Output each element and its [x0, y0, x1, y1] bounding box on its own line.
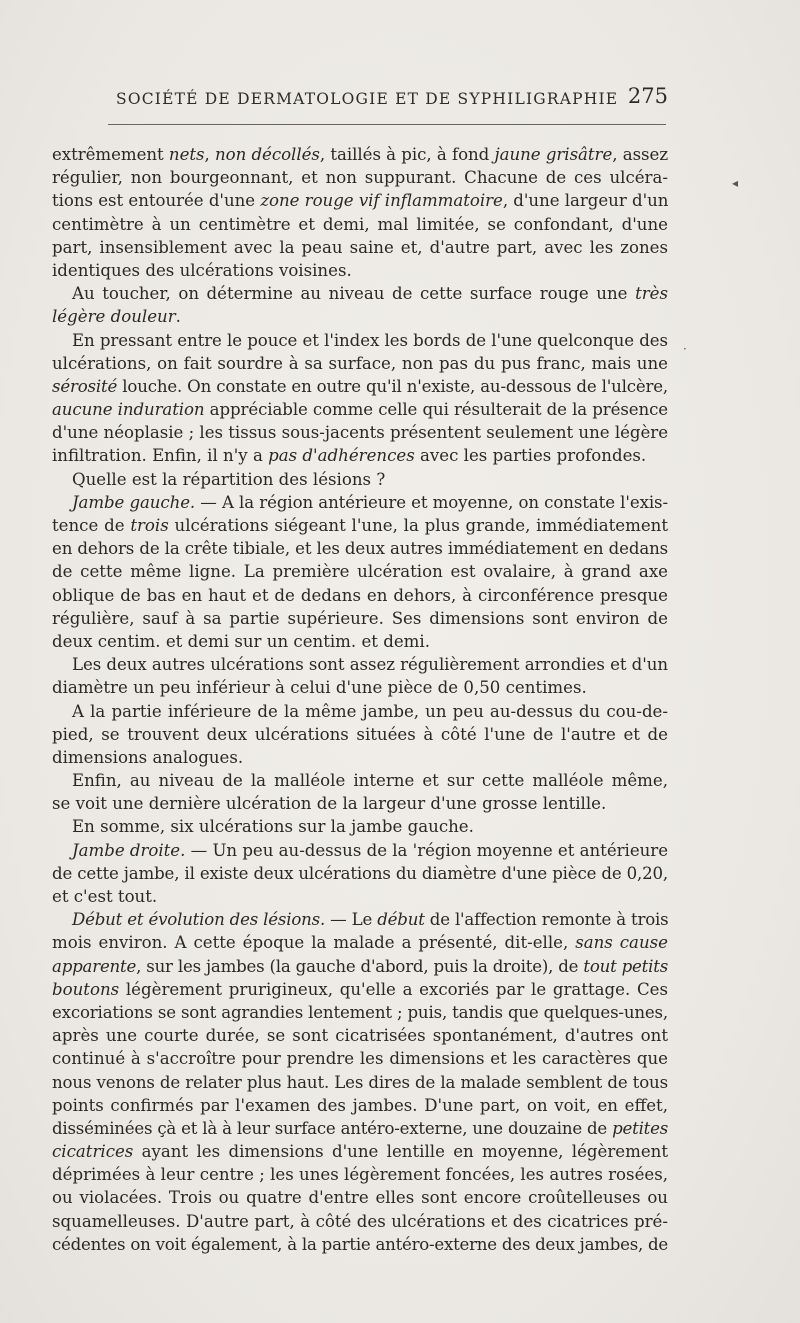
- text-line: [52, 514, 668, 537]
- text-line: [52, 769, 668, 792]
- text-line: [52, 1047, 668, 1070]
- text-segment: Enfin, au niveau de la malléole interne et sur cette malléole même,: [72, 771, 668, 791]
- text-segment: ulcérations siégeant l'une, la plus grande, immédiatement: [168, 516, 669, 535]
- text-line: [52, 213, 668, 236]
- text-segment: disséminées çà et là à leur surface antéro-externe, une douzaine de: [52, 1118, 613, 1138]
- text-line: [52, 1233, 668, 1256]
- text-line: [52, 978, 668, 1001]
- text-line: [52, 1094, 668, 1117]
- italic-segment: très: [635, 284, 668, 304]
- text-segment: — A la région antérieure et moyenne, on constate l'exis-: [195, 492, 668, 512]
- text-segment: de l'affection remonte à trois: [424, 910, 669, 930]
- text-line: [52, 329, 668, 352]
- body-text: [52, 143, 668, 1256]
- text-line: [52, 630, 668, 653]
- text-segment: A la partie inférieure de la même jambe, un peu au-dessus du cou-de-: [72, 701, 668, 721]
- text-segment: extrêmement: [52, 145, 169, 164]
- text-line: [52, 885, 668, 908]
- italic-segment: boutons: [52, 979, 120, 999]
- header-rule: [108, 124, 666, 125]
- text-segment: nous venons de relater plus haut. Les dires de la malade semblent de tous: [52, 1072, 668, 1092]
- text-segment: , sur les jambes (la gauche d'abord, puis la droite), de: [136, 956, 584, 976]
- text-segment: infiltration. Enfin, il n'y a: [52, 446, 269, 466]
- text-segment: — Un peu au-dessus de la 'région moyenne et antérieure: [185, 840, 668, 860]
- text-line: [52, 1163, 668, 1186]
- text-line: [52, 862, 668, 885]
- text-line: [52, 236, 668, 259]
- italic-segment: Début et évolution des lésions.: [72, 910, 326, 930]
- italic-segment: apparente: [52, 956, 137, 976]
- text-segment: de cette jambe, il existe deux ulcérations du diamètre d'une pièce de 0,20,: [52, 863, 668, 883]
- text-line: [52, 1210, 668, 1233]
- text-segment: tence de: [52, 516, 131, 535]
- italic-segment: sans cause: [575, 933, 668, 953]
- text-line: [52, 584, 668, 607]
- text-segment: deux centim. et demi sur un centim. et demi.: [52, 631, 430, 651]
- text-segment: tions est entourée d'une: [52, 191, 261, 211]
- text-line: [52, 792, 668, 815]
- text-segment: régulier, non bourgeonnant, et non suppurant. Chacune de ces ulcéra-: [52, 168, 668, 188]
- text-segment: , d'une largeur d'un: [502, 191, 669, 211]
- italic-segment: tout petits: [583, 956, 669, 976]
- running-title: SOCIÉTÉ DE DERMATOLOGIE ET DE SYPHILIGRAPHIE: [116, 90, 619, 108]
- text-line: [52, 189, 668, 212]
- text-segment: squamelleuses. D'autre part, à côté des ulcérations et des cicatrices pré-: [52, 1211, 668, 1231]
- text-segment: ,: [204, 145, 215, 164]
- text-line: [52, 444, 668, 467]
- text-segment: se voit une dernière ulcération de la largeur d'une grosse lentille.: [52, 794, 607, 814]
- text-segment: et c'est tout.: [52, 887, 158, 906]
- italic-segment: légère douleur: [52, 307, 176, 327]
- text-line: [52, 398, 668, 421]
- text-segment: part, insensiblement avec la peau saine et, d'autre part, avec les zones: [52, 237, 668, 257]
- text-segment: mois environ. A cette époque la malade a présenté, dit-elle,: [52, 933, 576, 953]
- page-number: 275: [627, 84, 668, 108]
- text-segment: continué à s'accroître pour prendre les dimensions et les caractères que: [52, 1049, 668, 1069]
- italic-segment: non décollés: [214, 145, 320, 164]
- text-line: [52, 560, 668, 583]
- margin-mark-arrow-icon: ◂: [732, 176, 739, 190]
- text-segment: , taillés à pic, à fond: [319, 145, 495, 164]
- text-segment: ulcérations, on fait sourdre à sa surface, non pas du pus franc, mais une: [52, 353, 668, 373]
- italic-segment: nets: [168, 145, 205, 164]
- text-line: [52, 166, 668, 189]
- text-line: [52, 1001, 668, 1024]
- text-segment: appréciable comme celle qui résulterait de la présence: [204, 400, 668, 420]
- text-line: [52, 259, 668, 282]
- text-line: [52, 305, 668, 328]
- italic-segment: aucune induration: [52, 400, 205, 420]
- text-segment: cédentes on voit également, à la partie antéro-externe des deux jambes, de: [52, 1234, 668, 1254]
- text-segment: régulière, sauf à sa partie supérieure. Ses dimensions sont environ de: [52, 608, 668, 628]
- text-segment: après une courte durée, se sont cicatrisées spontanément, d'autres ont: [52, 1026, 668, 1046]
- text-segment: dimensions analogues.: [52, 747, 244, 767]
- italic-segment: zone rouge vif inflammatoire: [260, 191, 503, 211]
- italic-segment: Jambe gauche.: [72, 492, 196, 512]
- text-segment: ou violacées. Trois ou quatre d'entre elles sont encore croûtelleuses ou: [52, 1188, 668, 1208]
- italic-segment: pas d'adhérences: [268, 446, 415, 466]
- text-segment: de cette même ligne. La première ulcération est ovalaire, à grand axe: [52, 562, 668, 582]
- text-line: [52, 1024, 668, 1047]
- text-line: [52, 607, 668, 630]
- text-segment: En somme, six ulcérations sur la jambe gauche.: [72, 817, 474, 837]
- text-segment: pied, se trouvent deux ulcérations situées à côté l'une de l'autre et de: [52, 724, 668, 744]
- text-segment: — Le: [325, 910, 378, 930]
- italic-segment: petites: [612, 1118, 669, 1138]
- text-segment: déprimées à leur centre ; les unes légèrement foncées, les autres rosées,: [52, 1165, 668, 1185]
- text-line: [52, 491, 668, 514]
- text-segment: , assez: [612, 145, 669, 164]
- text-segment: centimètre à un centimètre et demi, mal limitée, se confondant, d'une: [52, 214, 668, 234]
- text-segment: points confirmés par l'examen des jambes. D'une part, on voit, en effet,: [52, 1095, 668, 1115]
- text-segment: excoriations se sont agrandies lentement ; puis, tandis que quelques-unes,: [52, 1002, 668, 1022]
- italic-segment: sérosité: [52, 376, 118, 396]
- italic-segment: début: [377, 910, 425, 930]
- text-line: [52, 746, 668, 769]
- text-line: [52, 700, 668, 723]
- text-line: [52, 537, 668, 560]
- margin-mark-dot-icon: ·: [683, 342, 687, 356]
- text-line: [52, 282, 668, 305]
- text-line: [52, 352, 668, 375]
- text-segment: .: [175, 307, 181, 327]
- text-line: [52, 468, 668, 491]
- text-line: [52, 1071, 668, 1094]
- text-segment: ayant les dimensions d'une lentille en moyenne, légèrement: [133, 1142, 668, 1162]
- text-segment: Quelle est la répartition des lésions ?: [72, 469, 386, 489]
- text-segment: d'une néoplasie ; les tissus sous-jacents présentent seulement une légère: [52, 423, 669, 443]
- text-line: [52, 1140, 668, 1163]
- text-segment: en dehors de la crête tibiale, et les deux autres immédiatement en dedans: [52, 539, 669, 559]
- text-line: [52, 815, 668, 838]
- text-line: [52, 421, 668, 444]
- text-line: [52, 723, 668, 746]
- text-line: [52, 1117, 668, 1140]
- text-segment: En pressant entre le pouce et l'index les bords de l'une quelconque des: [72, 330, 669, 350]
- text-line: [52, 653, 668, 676]
- italic-segment: jaune grisâtre: [494, 145, 613, 164]
- italic-segment: cicatrices: [52, 1142, 134, 1162]
- text-segment: louche. On constate en outre qu'il n'existe, au-dessous de l'ulcère,: [117, 376, 668, 396]
- text-segment: Au toucher, on détermine au niveau de cette surface rouge une: [72, 284, 636, 304]
- text-segment: diamètre un peu inférieur à celui d'une pièce de 0,50 centimes.: [52, 678, 587, 698]
- page-header: [108, 86, 668, 116]
- text-segment: légèrement prurigineux, qu'elle a excoriés par le grattage. Ces: [119, 979, 668, 999]
- text-line: [52, 676, 668, 699]
- text-line: [52, 143, 668, 166]
- text-line: [52, 375, 668, 398]
- text-segment: Les deux autres ulcérations sont assez régulièrement arrondies et d'un: [72, 655, 668, 675]
- text-line: [52, 1186, 668, 1209]
- text-line: [52, 908, 668, 931]
- text-line: [52, 839, 668, 862]
- italic-segment: Jambe droite.: [72, 840, 186, 860]
- italic-segment: trois: [130, 516, 169, 535]
- text-segment: oblique de bas en haut et de dedans en dehors, à circonférence presque: [52, 585, 668, 605]
- text-segment: identiques des ulcérations voisines.: [52, 260, 352, 280]
- text-line: [52, 955, 668, 978]
- text-line: [52, 931, 668, 954]
- text-segment: avec les parties profondes.: [414, 446, 647, 466]
